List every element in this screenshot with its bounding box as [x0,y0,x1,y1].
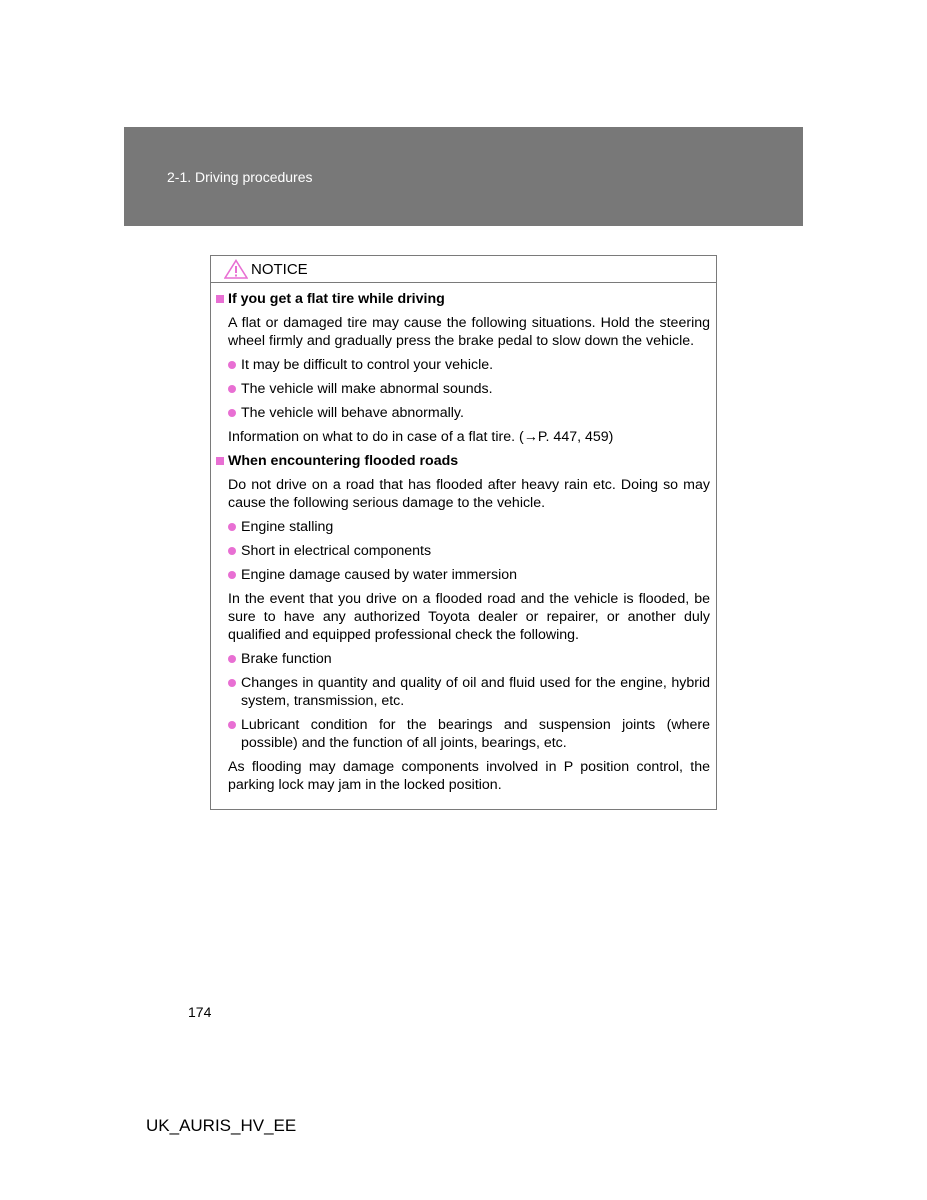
dot-bullet-icon [228,655,236,663]
list-item: The vehicle will make abnormal sounds. [228,380,710,398]
list-item: Changes in quantity and quality of oil and fluid used for the engine, hybrid system, transmission, etc. [228,674,710,710]
paragraph: In the event that you drive on a flooded road and the vehicle is flooded, be sure to have any authorized Toyota dealer or repairer, or another duly qualified and equipped professional check the following. [228,591,710,643]
list-item: Engine damage caused by water immersion [228,566,710,584]
paragraph: A flat or damaged tire may cause the following situations. Hold the steering wheel firmly and gradually press the brake pedal to slow down the vehicle. [228,315,710,349]
list-item: Engine stalling [228,518,710,536]
warning-triangle-icon [224,259,248,279]
dot-bullet-icon [228,523,236,531]
dot-bullet-icon [228,385,236,393]
notice-header [211,256,716,283]
square-bullet-icon [216,457,224,465]
notice-content [211,283,716,794]
list-item: The vehicle will behave abnormally. [228,404,710,422]
section-heading-flooded-roads: When encountering flooded roads [216,452,710,470]
list-item: Lubricant condition for the bearings and suspension joints (where possible) and the function of all joints, bearings, etc. [228,716,710,752]
notice-box [210,255,717,810]
notice-title: NOTICE [251,260,308,278]
list-item: Brake function [228,650,710,668]
dot-bullet-icon [228,571,236,579]
list-item: It may be difficult to control your vehicle. [228,356,710,374]
dot-bullet-icon [228,361,236,369]
dot-bullet-icon [228,679,236,687]
dot-bullet-icon [228,721,236,729]
square-bullet-icon [216,295,224,303]
section-heading-flat-tire: If you get a flat tire while driving [216,290,710,308]
section-header-bar [124,127,803,226]
paragraph: Do not drive on a road that has flooded after heavy rain etc. Doing so may cause the following serious damage to the vehicle. [228,477,710,511]
list-item: Short in electrical components [228,542,710,560]
paragraph: Information on what to do in case of a flat tire. (→P. 447, 459) [228,429,614,445]
page-number: 174 [188,1004,212,1020]
section-title: 2-1. Driving procedures [167,169,313,185]
dot-bullet-icon [228,409,236,417]
document-code: UK_AURIS_HV_EE [146,1116,297,1135]
paragraph: As flooding may damage components involved in P position control, the parking lock may jam in the locked position. [228,759,710,793]
dot-bullet-icon [228,547,236,555]
